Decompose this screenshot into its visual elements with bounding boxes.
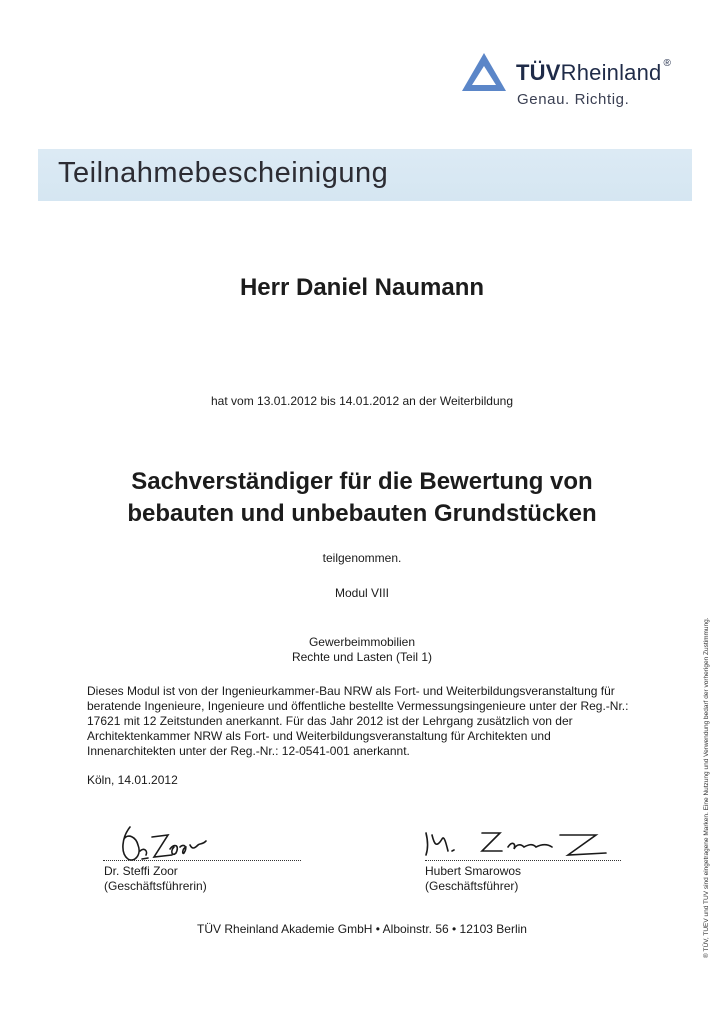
course-title — [0, 466, 724, 530]
registered-mark: ® — [663, 58, 672, 69]
accreditation-line: Innenarchitekten unter der Reg.-Nr.: 12-0541-001 anerkannt. — [87, 744, 410, 758]
accreditation-line: Dieses Modul ist von der Ingenieurkammer-Bau NRW als Fort- und Weiterbildungsveranstaltung für — [87, 684, 615, 698]
module-label: Modul VIII — [334, 586, 390, 600]
course-title-line-1: Sachverständiger für die Bewertung von — [131, 468, 593, 495]
module-topic-line-1: Gewerbeimmobilien — [308, 635, 416, 649]
signature-left-image — [112, 815, 222, 865]
module-topic — [0, 635, 724, 665]
signatory-right-name: Hubert Smarowos — [425, 864, 522, 878]
signatory-right-role: (Geschäftsführer) — [425, 879, 519, 893]
footer-address: TÜV Rheinland Akademie GmbH • Alboinstr. 56 • 12103 Berlin — [197, 922, 527, 936]
document-title: Teilnahmebescheinigung — [58, 157, 389, 189]
signature-right-image — [420, 825, 610, 861]
signature-line-right — [425, 860, 621, 861]
trademark-note: ® TÜV, TUEV und TUV sind eingetragene Marken. Eine Nutzung und Verwendung bedarf der vorherigen Zustimmung. — [703, 617, 710, 958]
place-date: Köln, 14.01.2012 — [87, 773, 178, 787]
module-topic-line-2: Rechte und Lasten (Teil 1) — [291, 650, 433, 664]
accreditation-text — [87, 684, 687, 759]
triangle-logo-icon — [461, 52, 507, 92]
brand-tagline: Genau. Richtig. — [517, 91, 630, 108]
accreditation-line: 17621 mit 12 Zeitstunden anerkannt. Für das Jahr 2012 ist der Lehrgang zusätzlich von der — [87, 714, 573, 728]
brand-name — [516, 60, 671, 86]
signatory-left-role: (Geschäftsführerin) — [104, 879, 207, 893]
recipient-name: Herr Daniel Naumann — [239, 274, 485, 301]
accreditation-line: beratende Ingenieure, Ingenieure und öffentliche bestellte Vermessungsingenieure unter der Reg.-Nr.: — [87, 699, 629, 713]
intro-text: hat vom 13.01.2012 bis 14.01.2012 an der Weiterbildung — [211, 394, 513, 408]
accreditation-line: Architektenkammer NRW als Fort- und Weiterbildungsveranstaltung für Architekten und — [87, 729, 551, 743]
participated-text: teilgenommen. — [322, 551, 402, 565]
signature-line-left — [103, 860, 301, 861]
course-title-line-2: bebauten und unbebauten Grundstücken — [127, 500, 597, 527]
brand-bold: TÜV — [516, 60, 561, 85]
brand-regular: Rheinland — [560, 60, 662, 85]
signatory-left-name: Dr. Steffi Zoor — [104, 864, 178, 878]
